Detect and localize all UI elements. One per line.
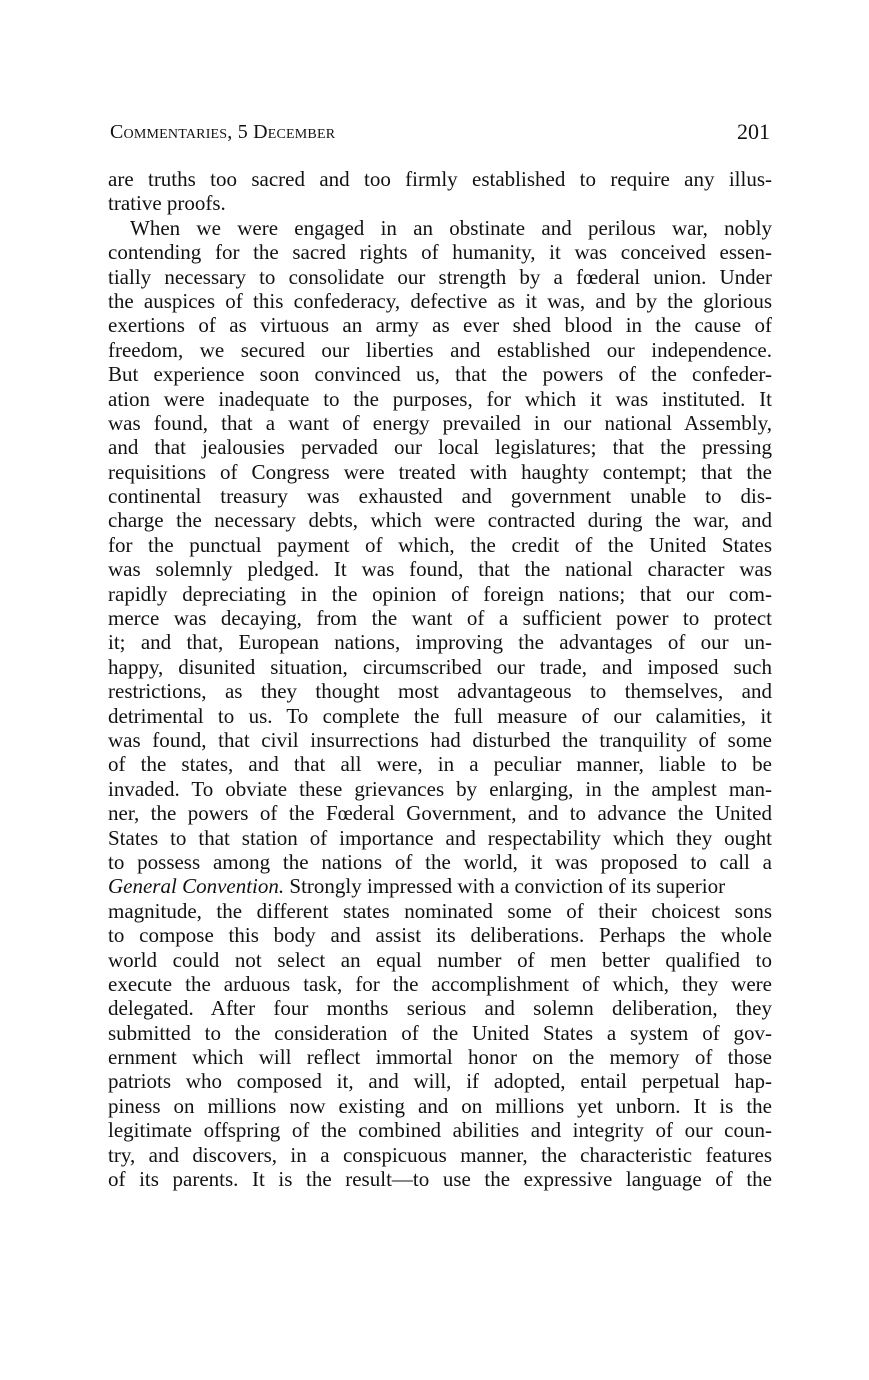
text-line: and that jealousies pervaded our local legislatures; that the pressing (108, 435, 772, 460)
text-line: it; and that, European nations, improving the advantages of our un- (108, 630, 772, 655)
text-line: submitted to the consideration of the United States a system of gov- (108, 1020, 772, 1045)
text-line: of its parents. It is the result—to use the expressive language of the (108, 1167, 772, 1192)
text-line-general-convention (108, 874, 772, 898)
text-line: was solemnly pledged. It was found, that the national character was (108, 557, 772, 582)
text-line: ner, the powers of the Fœderal Government, and to advance the United (108, 801, 772, 826)
text-line: happy, disunited situation, circumscribed our trade, and imposed such (108, 654, 772, 679)
text-line: trative proofs. (108, 191, 226, 216)
text-line: ernment which will reflect immortal honor on the memory of those (108, 1045, 772, 1070)
page-number: 201 (737, 119, 770, 144)
text-line: But experience soon convinced us, that the powers of the confeder- (108, 362, 772, 387)
text-line: merce was decaying, from the want of a sufficient power to protect (108, 606, 772, 631)
text-line: of the states, and that all were, in a peculiar manner, liable to be (108, 752, 772, 777)
running-head (110, 117, 770, 147)
text-line: patriots who composed it, and will, if adopted, entail perpetual hap- (108, 1069, 772, 1094)
text-line: are truths too sacred and too firmly established to require any illus- (108, 167, 772, 191)
text-line: delegated. After four months serious and solemn deliberation, they (108, 996, 772, 1021)
text-line: invaded. To obviate these grievances by enlarging, in the amplest man- (108, 776, 772, 801)
text-line-rest: Strongly impressed with a conviction of its superior (289, 874, 726, 899)
text-line: continental treasury was exhausted and government unable to dis- (108, 484, 772, 509)
text-line: restrictions, as they thought most advantageous to themselves, and (108, 679, 772, 704)
text-line: world could not select an equal number of men better qualified to (108, 947, 772, 972)
text-line: was found, that a want of energy prevailed in our national Assembly, (108, 410, 772, 435)
text-line: When we were engaged in an obstinate and perilous war, nobly (130, 215, 772, 240)
text-line: piness on millions now existing and on millions yet unborn. It is the (108, 1093, 772, 1118)
text-line: requisitions of Congress were treated with haughty contempt; that the (108, 459, 772, 484)
text-line: magnitude, the different states nominated some of their choicest sons (108, 898, 772, 923)
text-line: tially necessary to consolidate our strength by a fœderal union. Under (108, 264, 772, 289)
body-text (108, 167, 772, 1191)
running-title: Commentaries, 5 December (110, 121, 336, 143)
text-line: States to that station of importance and respectability which they ought (108, 825, 772, 850)
text-line: was found, that civil insurrections had disturbed the tranquility of some (108, 727, 772, 752)
text-line: exertions of as virtuous an army as ever shed blood in the cause of (108, 313, 772, 338)
text-line: to compose this body and assist its deliberations. Perhaps the whole (108, 923, 772, 948)
text-line: the auspices of this confederacy, defective as it was, and by the glorious (108, 288, 772, 313)
text-line: ation were inadequate to the purposes, for which it was instituted. It (108, 386, 772, 411)
text-line: rapidly depreciating in the opinion of foreign nations; that our com- (108, 581, 772, 606)
text-line: try, and discovers, in a conspicuous manner, the characteristic features (108, 1142, 772, 1167)
text-line: detrimental to us. To complete the full measure of our calamities, it (108, 703, 772, 728)
text-line: to possess among the nations of the world, it was proposed to call a (108, 849, 772, 874)
text-line: for the punctual payment of which, the credit of the United States (108, 532, 772, 557)
text-line: contending for the sacred rights of humanity, it was conceived essen- (108, 240, 772, 265)
text-line: legitimate offspring of the combined abilities and integrity of our coun- (108, 1118, 772, 1143)
text-line: execute the arduous task, for the accomplishment of which, they were (108, 971, 772, 996)
italic-phrase: General Convention. (108, 874, 285, 899)
text-line: charge the necessary debts, which were contracted during the war, and (108, 508, 772, 533)
text-line: freedom, we secured our liberties and established our independence. (108, 337, 772, 362)
